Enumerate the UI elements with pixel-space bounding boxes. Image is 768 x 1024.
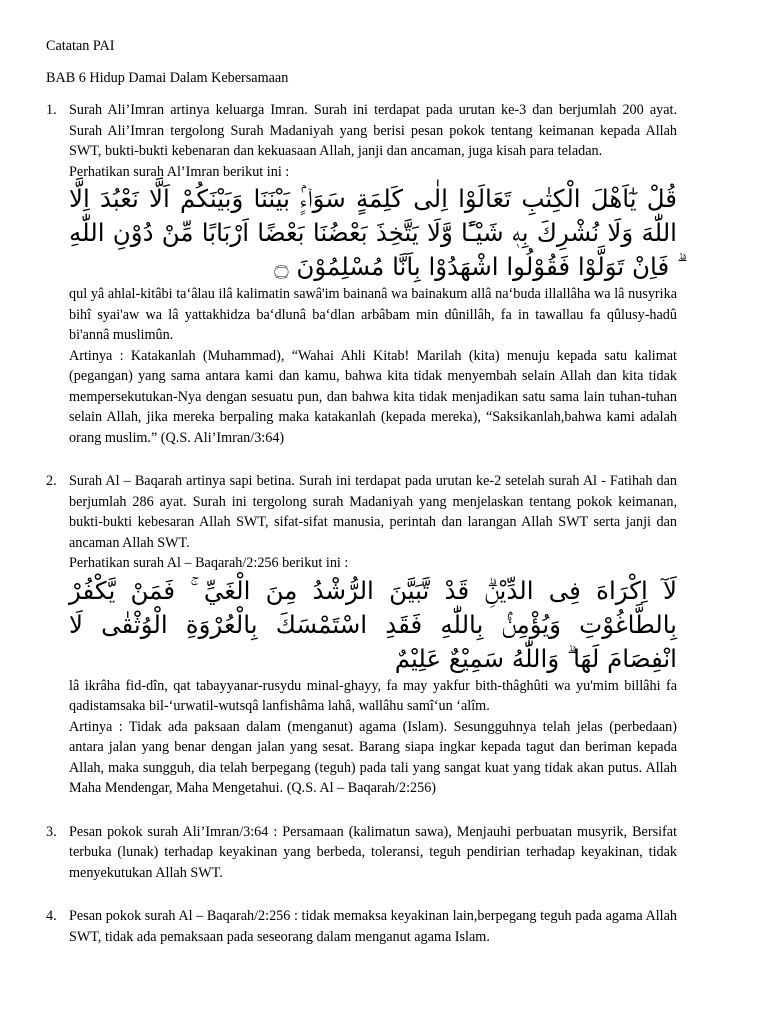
list-item xyxy=(46,100,677,448)
item-intro: Surah Ali’Imran artinya keluarga Imran. Surah ini terdapat pada urutan ke-3 dan berjumlah 200 ayat. Surah Ali’Imran tergolong Surah Madaniyah yang berisi pesan pokok tentang keimanan kepada Allah SWT, bukti-bukti kebenaran dan kekuasaan Allah, janji dan ancaman, juga kisah para teladan. xyxy=(69,102,677,159)
translation: Artinya : Katakanlah (Muhammad), “Wahai Ahli Kitab! Marilah (kita) menuju kepada satu kalimat (pegangan) yang sama antara kami dan kamu, bahwa kita tidak menyembah selain Allah dan kita tidak mempersekutukan-Nya dengan sesuatu pun, dan bahwa kita tidak menjadikan satu sama lain tuhan-tuhan selain Allah, jika mereka berpaling maka katakanlah (kepada mereka), “Saksikanlah,bahwa kami adalah orang muslim.” (Q.S. Ali’Imran/3:64) xyxy=(69,347,677,446)
item-text: Pesan pokok surah Ali’Imran/3:64 : Persamaan (kalimatun sawa), Menjauhi perbuatan musyrik, Bersifat terbuka (lunak) terhadap keyakinan yang berbeda, toleransi, teguh pendirian terhadap keyakinan, tidak menyekutukan Allah SWT. xyxy=(69,823,677,881)
transliteration: qul yâ ahlal-kitâbi ta‘âlau ilâ kalimatin sawâ'im bainanâ wa bainakum allâ na‘buda illallâha wa lâ nusyrika bihî syai'aw wa lâ yattakhidza ba‘dlunâ ba‘dlan arbâbam min dûnillâh, fa in tawallau fa qûlusy-hadû bi'annâ muslimûn. xyxy=(69,286,677,343)
item-intro: Surah Al – Baqarah artinya sapi betina. Surah ini terdapat pada urutan ke-2 setelah surah Al - Fatihah dan berjumlah 286 ayat. Surah ini tergolong surah Madaniyah yang menjelaskan tentang pokok keimanan, bukti-bukti kebesaran Allah SWT, sifat-sifat manusia, perintah dan larangan Allah SWT serta janji dan ancaman Allah SWT. xyxy=(69,473,677,551)
list-item xyxy=(46,906,677,947)
document-page xyxy=(46,36,677,947)
list-number: 1. xyxy=(46,102,57,118)
list-number: 2. xyxy=(46,473,57,489)
translation: Artinya : Tidak ada paksaan dalam (menganut) agama (Islam). Sesungguhnya telah jelas (perbedaan) antara jalan yang benar dengan jalan yang sesat. Barang siapa ingkar kepada tagut dan beriman kepada Allah, maka sungguh, dia telah berpegang (teguh) pada tali yang sangat kuat yang tidak akan putus. Allah Maha Mendengar, Maha Mengetahui. (Q.S. Al – Baqarah/2:256) xyxy=(69,718,677,796)
list-number: 4. xyxy=(46,908,57,924)
item-text: Pesan pokok surah Al – Baqarah/2:256 : tidak memaksa keyakinan lain,berpegang teguh pada agama Allah SWT, tidak ada pemaksaan pada seseorang dalam menganut agama Islam. xyxy=(69,908,677,945)
verse-lead: Perhatikan surah Al’Imran berikut ini : xyxy=(69,163,290,180)
arabic-verse: قُلْ يٰٓاَهْلَ الْكِتٰبِ تَعَالَوْا اِلٰى كَلِمَةٍ سَوَاۤءٍۢ بَيْنَنَا وَبَيْنَكُمْ اَلَّا نَعْبُدَ اِلَّا اللّٰهَ وَلَا نُشْرِكَ بِهٖ شَيْـًٔا وَّلَا يَتَّخِذَ بَعْضُنَا بَعْضًا اَرْبَابًا مِّنْ دُوْنِ اللّٰهِ ۗ فَاِنْ تَوَلَّوْا فَقُوْلُوا اشْهَدُوْا بِاَنَّا مُسْلِمُوْنَ ۝ xyxy=(69,184,677,281)
list-item xyxy=(46,822,677,884)
verse-lead: Perhatikan surah Al – Baqarah/2:256 berikut ini : xyxy=(69,555,349,571)
document-title: Catatan PAI xyxy=(46,38,115,54)
list-item xyxy=(46,471,677,799)
chapter-title: BAB 6 Hidup Damai Dalam Kebersamaan xyxy=(46,70,289,86)
transliteration: lâ ikrâha fid-dîn, qat tabayyanar-rusydu minal-ghayy, fa may yakfur bith-thâghûti wa yu'mim billâhi fa qadistamsaka bil-‘urwatil-wutsqâ lanfishâma lahâ, wallâhu samî‘un ‘alîm. xyxy=(69,677,677,714)
list-number: 3. xyxy=(46,823,57,840)
arabic-verse: لَآ اِكْرَاهَ فِى الدِّيْنِۗ قَدْ تَّبَيَّنَ الرُّشْدُ مِنَ الْغَيِّ ۚ فَمَنْ يَّكْفُرْ بِالطَّاغُوْتِ وَيُؤْمِنْۢ بِاللّٰهِ فَقَدِ اسْتَمْسَكَ بِالْعُرْوَةِ الْوُثْقٰى لَا انْفِصَامَ لَهَا ۗ وَاللّٰهُ سَمِيْعٌ عَلِيْمٌ xyxy=(69,575,677,673)
